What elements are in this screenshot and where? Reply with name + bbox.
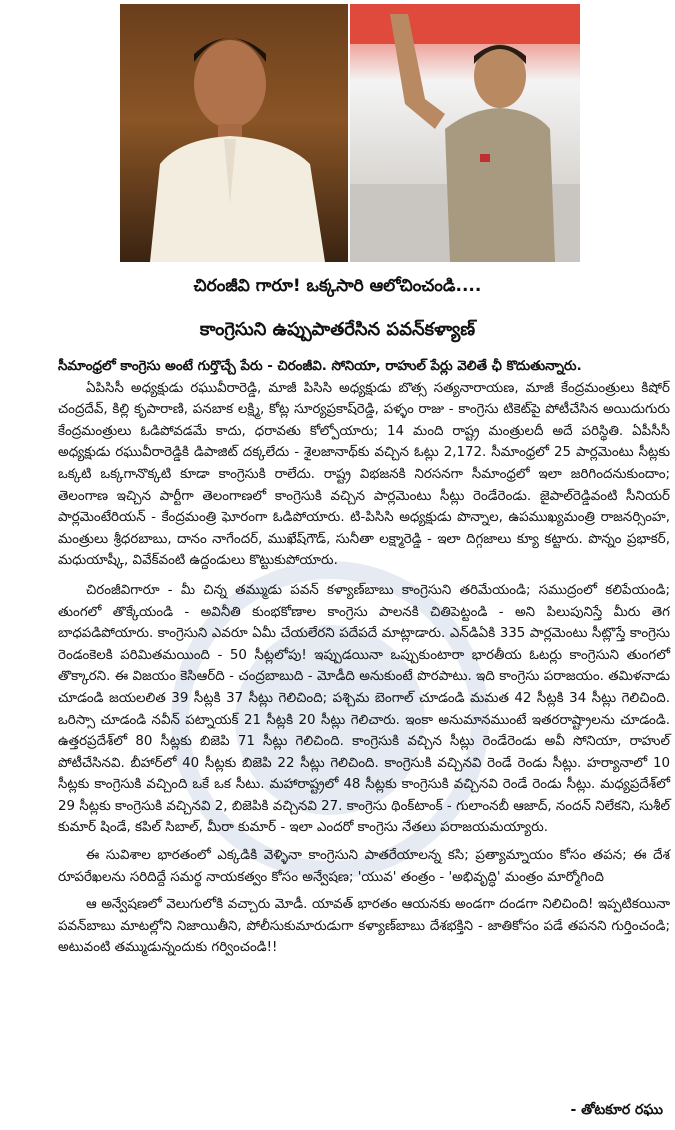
- article-paragraph: ఈ సువిశాల భారతంలో ఎక్కడికి వెళ్ళినా కాంగ్రెసుని పాతరేయాలన్న కసి; ప్రత్యామ్నాయం కోసం తపన; ఈ దేశ రూపరేఖలను సరిదిద్దే సమర్థ నాయకత్వం కోసం అన్వేషణ; 'యువ' తంత్రం - 'అభివృద్ధి' మంత్రం మార్మోగింది: [58, 848, 670, 885]
- article-paragraph: ఏపిసిసీ అధ్యక్షుడు రఘువీరారెడ్డి, మాజీ పిసిసి అధ్యక్షుడు బొత్స సత్యనారాయణ, మాజీ కేంద్రమంత్రులు కిషోర్ చంద్రదేవ్, కిల్లి కృపారాణి, పనబాక లక్ష్మి, కోట్ల సూర్యప్రకాష్‌రెడ్డి, పళ్ళం రాజు - కాంగ్రెసు టికెట్‌పై పోటీచేసిన అయిదుగురు కేంద్రమంత్రులు ఓడిపోవడమే కాదు, ధరావతు కోల్పోయారు; 14 మంది రాష్ట్ర మంత్రులదీ అదే పరిస్థితి. ఏపీసీసీ అధ్యక్షుడు రఘువీరారెడ్డికి డిపాజిట్ దక్కలేదు - శైలజానాథ్‌కు వచ్చిన ఓట్లు 2,172. సీమాంధ్రలో 25 పార్లమెంటు సీట్లకు ఒక్కటి ఒక్కగానొక్కటి కూడా కాంగ్రెసుకి రాలేదు. రాష్ట్ర విభజనకి నిరసనగా సీమాంధ్రలో ఇలా జరిగిందనుకుందాం; తెలంగాణ ఇచ్చిన పార్టీగా తెలంగాణలో కాంగ్రెసుకి వచ్చిన పార్లమెంటు సీట్లు రెండేరెండు. జైపాల్‌రెడ్డివంటి సీనియర్ పార్లమెంటేరియన్ - కేంద్రమంత్రి ఘోరంగా ఓడిపోయారు. టి-పిసిసి అధ్యక్షుడు పొన్నాల, ఉపముఖ్యమంత్రి రాజనర్సింహ, మంత్రులు శ్రీధరబాబు, దానం నాగేందర్, ముఖేష్‌గౌడ్, సునీతా లక్ష్మారెడ్డి - ఇలా దిగ్గజాలు క్యూ కట్టారు. పొన్నం ప్రభాకర్, మధుయాష్కీ, వివేక్‌వంటి ఉద్దండులు కొట్టుకుపోయారు.: [58, 380, 670, 569]
- author-signature: - తోటకూర రఘు: [570, 1102, 663, 1118]
- article-lead: సీమాంధ్రలో కాంగ్రెసు అంటే గుర్తొచ్చే పేరు - చిరంజీవి. సోనియా, రాహుల్ పేర్లు వెలితే ఛీ కొదుతున్నారు.: [58, 359, 582, 374]
- article-body: [58, 356, 670, 959]
- headline: కాంగ్రెసుని ఉప్పుపాతరేసిన పవన్‌కళ్యాణ్: [199, 319, 476, 340]
- person-left-icon: [120, 4, 348, 262]
- header-photos: [120, 4, 580, 262]
- pawan-kalyan-photo: [350, 4, 580, 262]
- subtitle: చిరంజీవి గారూ! ఒక్కసారి ఆలోచించండి....: [193, 276, 482, 296]
- article-paragraph: చిరంజీవిగారూ - మీ చిన్న తమ్ముడు పవన్ కళ్యాణ్‌బాబు కాంగ్రెసుని తరిమేయండి; సముద్రంలో కలిపేయండి; తుంగలో తొక్కేయండి - అవినీతి కుంభకోణాల కాంగ్రెసు పాలనకి చితిపెట్టండి - అని పిలుపునిస్తే మీరు తెగ బాధపడిపోయారు. కాంగ్రెసుని ఎవరూ ఏమీ చేయలేరని పదేపదే మాట్లాడారు. ఎన్‌డిఏకి 335 పార్లమెంటు సీట్లొస్తే కాంగ్రెసు రెండంకెలకి పరిమితమయింది - 50 సీట్లలోపు! ఇప్పుడయినా ఒప్పుకుంటారా భారతీయ ఓటర్లు కాంగ్రెసుని తుంగలో తొక్కారని. ఈ విజయం కెసిఆర్‌ది - చంద్రబాబుది - మోడీది అనుకుంటే పొరపాటు. ఇది కాంగ్రెసు పరాజయం. తమిళనాడు చూడండి జయలలిత 39 సీట్లకి 37 సీట్లు గెలిచింది; పశ్చిమ బెంగాల్ చూడండి మమత 42 సీట్లకి 34 సీట్లు గెలిచింది. ఒరిస్సా చూడండి నవీన్ పట్నాయక్ 21 సీట్లకి 20 సీట్లు గెలిచారు. ఇంకా అనుమానముంటే ఇతరరాష్ట్రాలను చూడండి. ఉత్తరప్రదేశ్‌లో 80 సీట్లకు బిజెపి 71 సీట్లు గెలిచింది. కాంగ్రెసుకి వచ్చిన సీట్లు రెండేరెండు అవీ సోనియా, రాహుల్ పోటీచేసినవి. బీహార్‌లో 40 సీట్లకు బిజెపి 22 సీట్లు గెలిచింది. కాంగ్రెసుకి వచ్చినవి రెండే రెండు సీట్లు. హర్యానాలో 10 సీట్లకు కాంగ్రెసుకి వచ్చింది ఒకే ఒక సీటు. మహారాష్ట్రలో 48 సీట్లకు కాంగ్రెసుకి వచ్చినవి రెండే రెండు సీట్లు. మధ్యప్రదేశ్‌లో 29 సీట్లకు కాంగ్రెసుకి వచ్చినవి 2, బిజెపికి వచ్చినవి 27. కాంగ్రెసు థింక్‌టాంక్ - గులాంనబీ ఆజాద్, నందన్ నిలేకని, సుశీల్ కుమార్ షిండే, కపిల్ సిబాల్, మీరా కుమార్ - ఇలా ఎందరో కాంగ్రెసు నేతలు పరాజయమయ్యారు.: [58, 582, 670, 836]
- article-paragraph: ఆ అన్వేషణలో వెలుగులోకి వచ్చారు మోడీ. యావత్ భారతం ఆయనకు అండగా దండగా నిలిచింది! ఇప్పటికయినా పవన్‌బాబు మాటల్లోని నిజాయితీని, పోలీసుకుమారుడుగా కళ్యాణ్‌బాబు దేశభక్తిని - జాతికోసం పడే తపనని గుర్తించండి; అటువంటి తమ్ముడున్నందుకు గర్వించండి!!: [58, 897, 670, 956]
- person-right-icon: [350, 4, 580, 262]
- chiranjeevi-photo: [120, 4, 348, 262]
